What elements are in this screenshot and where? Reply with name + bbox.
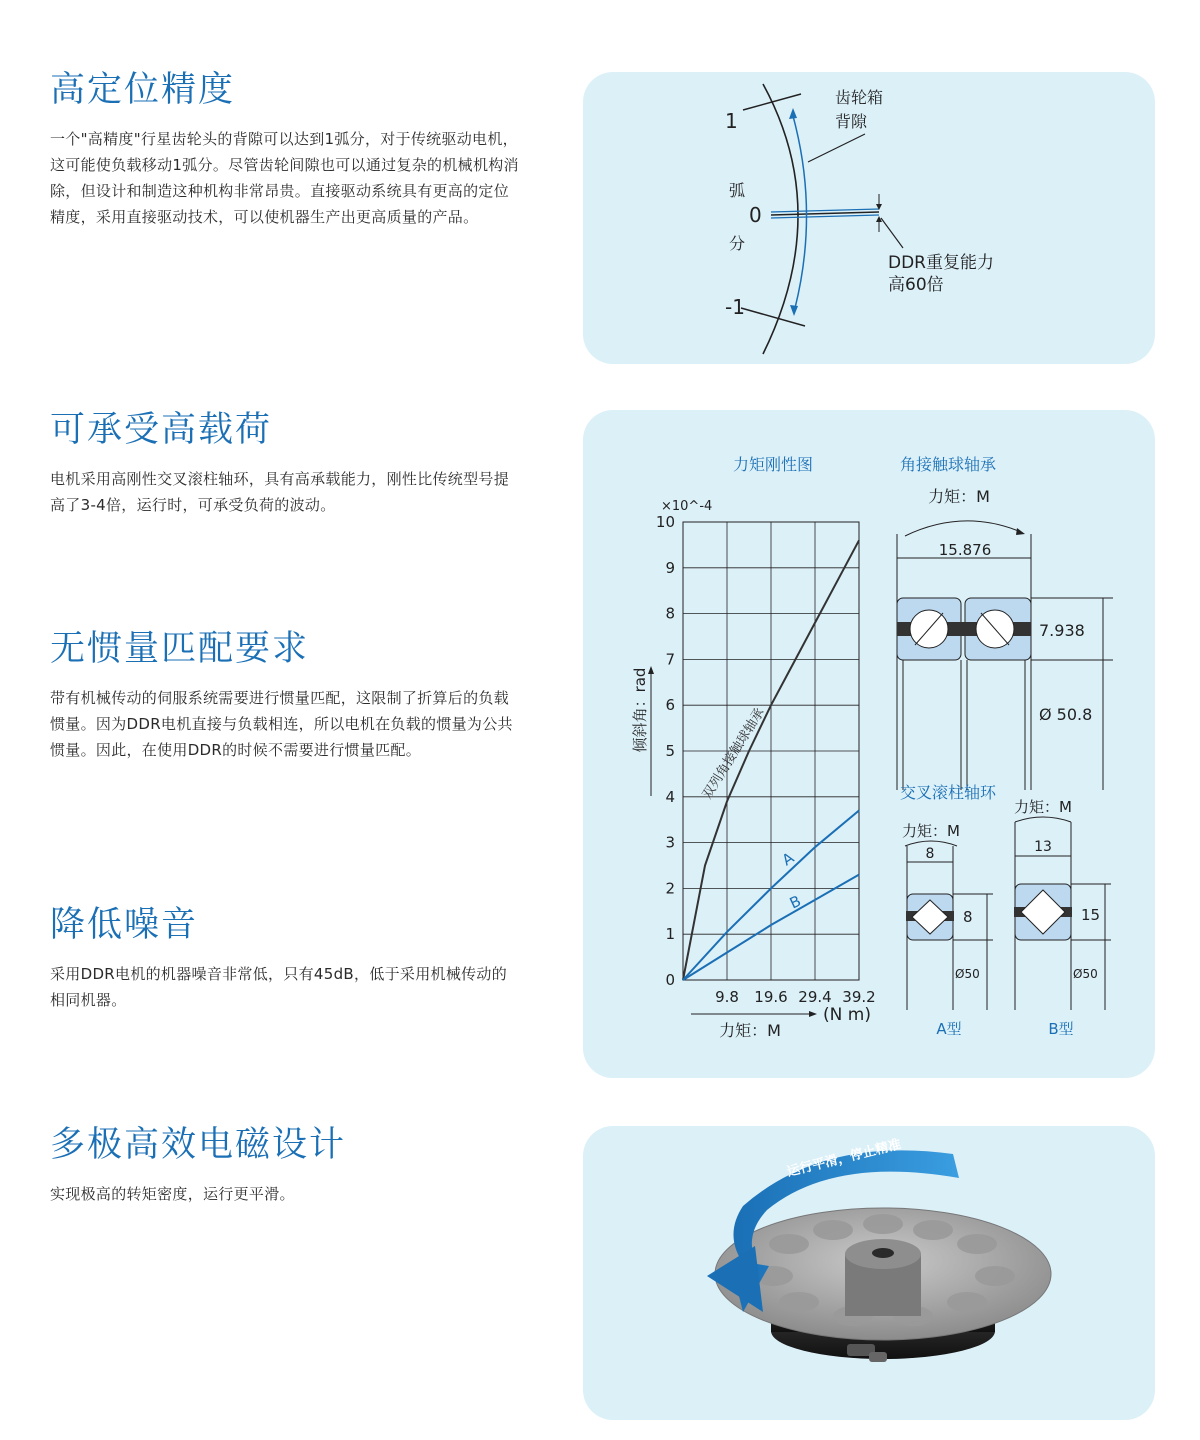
torque-arc [905,521,1021,536]
section-body: 实现极高的转矩密度，运行更平滑。 [50,1185,295,1203]
ddr-line-1 [771,209,879,212]
section-magnetic [50,1123,520,1207]
precision-diagram [583,72,1155,364]
backlash-arc [793,116,807,308]
a-diameter: Ø50 [955,967,980,981]
a-torque: 力矩：M [902,822,960,840]
gearbox-label-2: 背隙 [835,112,868,131]
arrow-up-icon [789,108,797,119]
b-diameter: Ø50 [1073,967,1098,981]
chart-title: 力矩刚性图 [732,455,814,474]
y-tick-label: 0 [665,971,675,989]
y-tick-label: 2 [665,879,675,898]
arrow-down-icon [790,305,798,316]
label-top: 1 [725,109,738,133]
section-body: 采用DDR电机的机器噪音非常低，只有45dB，低于采用机械传动的相同机器。 [50,965,508,1009]
y-tick-label: 7 [665,650,675,669]
tick-top [743,94,801,110]
series-label-1: A [778,848,798,870]
y-tick-label: 5 [665,742,675,760]
series-label-0: 双列角接触球轴承 [699,705,768,802]
section-title: 无惯量匹配要求 [50,629,310,669]
torque-arrow-icon [1016,528,1025,535]
x-tick-label: 9.8 [715,988,739,1006]
a-height: 8 [963,908,973,926]
x-unit: (N m) [823,1005,871,1025]
precision-panel [583,72,1155,364]
section-inertia [50,627,520,763]
scale-arc [763,84,798,354]
section-body: 带有机械传动的伺服系统需要进行惯量匹配，这限制了折算后的负载惯量。因为DDR电机直接与负载相连，所以电机在负载的惯量为公共惯量。因此，在使用DDR的时候不需要进行惯量匹配。 [50,689,513,759]
motor-banner: 运行平滑，停止精准 [785,1137,903,1181]
b-height: 15 [1081,906,1101,924]
x-tick-label: 19.6 [754,988,788,1006]
section-body: 一个"高精度"行星齿轮头的背隙可以达到1弧分，对于传统驱动电机，这可能使负载移动1弧分。尽管齿轮间隙也可以通过复杂的机械机构消除，但设计和制造这种机构非常昂贵。直接驱动系统具有更高的定位精度，采用直接驱动技术，可以使机器生产出更高质量的产品。 [50,130,519,226]
b-type: B型 [1048,1020,1074,1038]
ddr-line-2 [771,215,879,218]
section-noise [50,903,520,1013]
x-tick-label: 39.2 [842,988,876,1006]
y-axis-label: 倾斜角：rad [631,667,649,753]
section-precision [50,68,520,230]
bearing-height: 7.938 [1039,621,1085,640]
gearbox-label-1: 齿轮箱 [835,88,884,107]
bearing-diameter: Ø 50.8 [1039,705,1093,724]
y-tick-label: 6 [665,696,675,715]
section-body: 电机采用高刚性交叉滚柱轴环，具有高承载能力，刚性比传统型号提高了3-4倍，运行时，可承受负荷的波动。 [50,470,510,514]
bearing-torque: 力矩：M [928,487,990,506]
y-tick-label: 1 [665,925,675,944]
section-title: 降低噪音 [50,905,199,945]
x-tick-label: 29.4 [798,988,832,1006]
y-tick-label: 9 [665,558,675,577]
y-tick-label: 8 [665,604,675,623]
ddr-label-2: 高60倍 [888,275,944,295]
x-axis-label: 力矩：M [719,1021,781,1040]
series-label-2: B [786,891,804,913]
rigidity-panel [583,410,1155,1078]
ddr-label-1: DDR重复能力 [888,253,994,273]
a-width: 8 [925,846,935,862]
y-tick-label: 10 [655,513,675,531]
label-zero: 0 [749,203,762,227]
motor-panel [583,1126,1155,1420]
y-tick-label: 3 [665,833,675,852]
ddr-leader [881,218,903,248]
motor-illustration [583,1126,1155,1420]
section-load [50,408,520,518]
cross-roller-title: 交叉滚柱轴环 [899,783,997,802]
chart-ticks [656,513,876,1006]
b-width: 13 [1034,839,1052,855]
rigidity-diagram [583,410,1155,1078]
gearbox-leader [808,134,865,162]
section-title: 高定位精度 [50,70,236,110]
arc-label-2: 分 [729,234,746,253]
section-title: 多极高效电磁设计 [50,1125,347,1165]
a-type: A型 [936,1020,962,1038]
motor-hub-hole [872,1248,894,1258]
x-axis-arrow-icon [809,1011,817,1017]
y-multiplier: ×10^-4 [661,499,713,514]
section-title: 可承受高载荷 [50,410,273,450]
tick-zero [771,212,879,215]
label-bottom: -1 [725,295,745,319]
arc-label-1: 弧 [729,181,746,200]
y-tick-label: 4 [665,787,675,806]
bearing-width: 15.876 [938,541,992,559]
bearing-title: 角接触球轴承 [899,455,997,474]
b-torque: 力矩：M [1014,798,1072,816]
